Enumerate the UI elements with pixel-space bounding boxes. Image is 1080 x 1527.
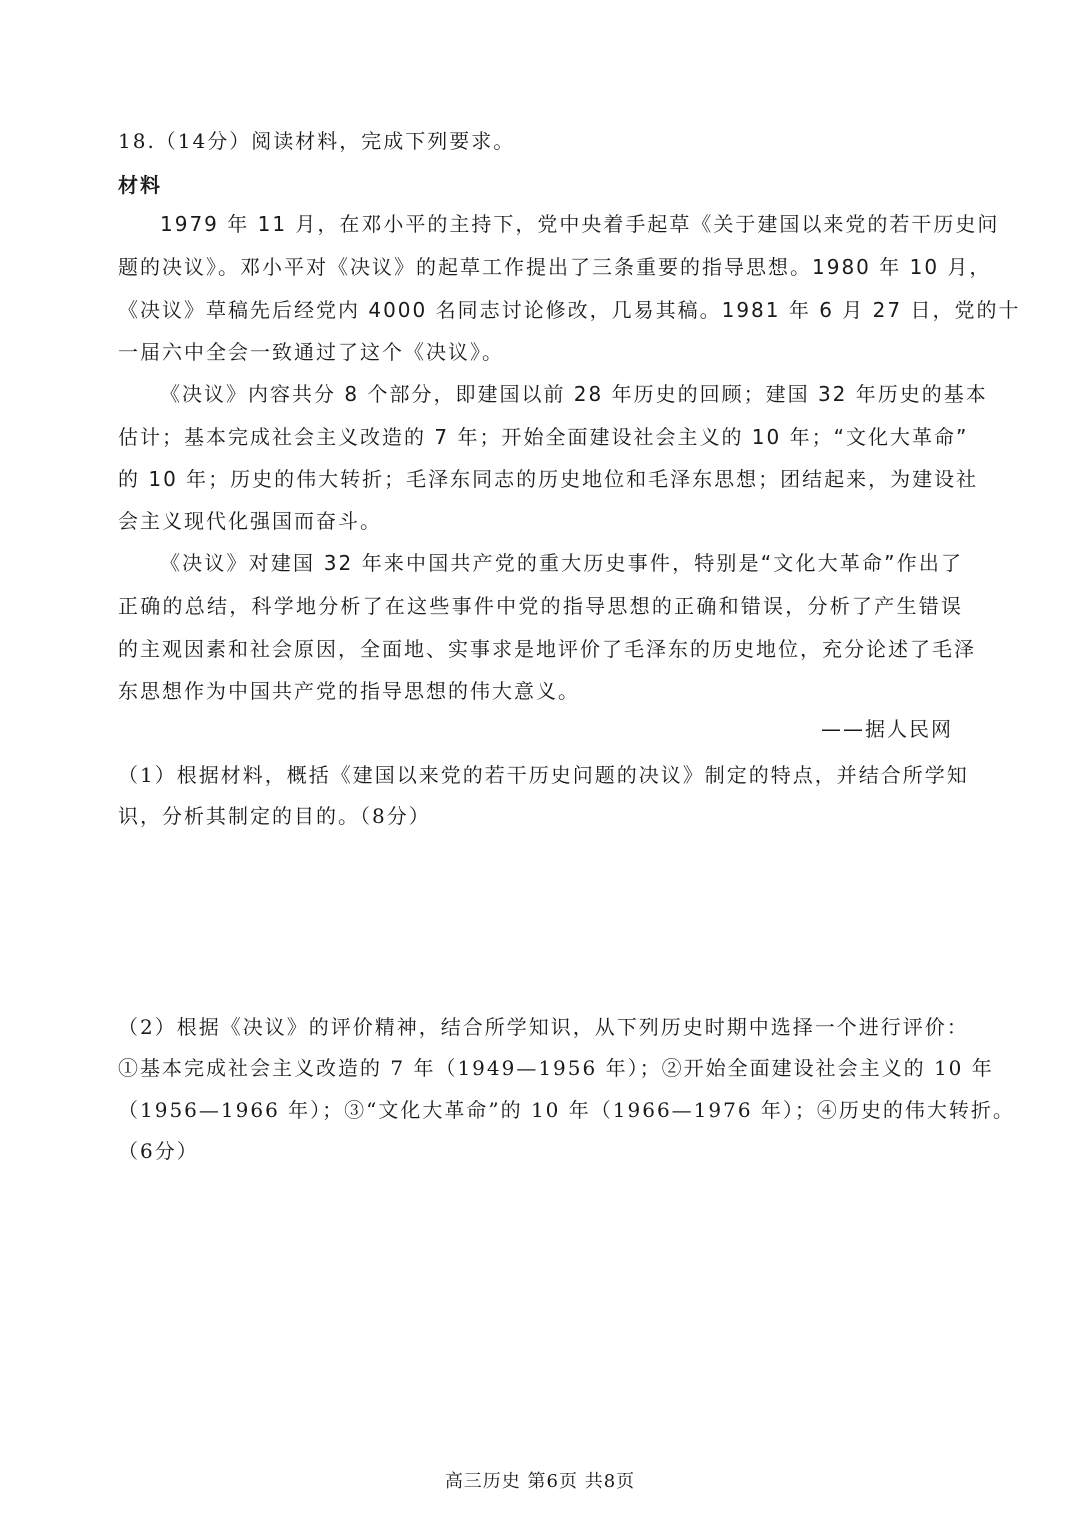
subquestion1-line2: 识，分析其制定的目的。（8分） <box>118 804 431 828</box>
subquestion2-line3: （1956—1966 年）；③“文化大革命”的 10 年（1966—1976 年）；④历史的伟大转折。 <box>118 1098 1015 1122</box>
subquestion2-line4: （6分） <box>118 1139 199 1163</box>
material-p1-line3: 《决议》草稿先后经党内 4000 名同志讨论修改，几易其稿。1981 年 6 月 27 日，党的十 <box>118 298 1021 322</box>
material-p3-line3: 的主观因素和社会原因，全面地、实事求是地评价了毛泽东的历史地位，充分论述了毛泽 <box>118 637 976 661</box>
subquestion2-line2: ①基本完成社会主义改造的 7 年（1949—1956 年）；②开始全面建设社会主义的 10 年 <box>118 1056 994 1080</box>
material-p1-line2: 题的决议》。邓小平对《决议》的起草工作提出了三条重要的指导思想。1980 年 10 月， <box>118 255 992 279</box>
material-p3-line1: 《决议》对建国 32 年来中国共产党的重大历史事件，特别是“文化大革命”作出了 <box>160 551 963 575</box>
material-p1-line4: 一届六中全会一致通过了这个《决议》。 <box>118 340 504 364</box>
material-p2-line2: 估计；基本完成社会主义改造的 7 年；开始全面建设社会主义的 10 年；“文化大革命” <box>118 425 969 449</box>
material-p1-line1: 1979 年 11 月，在邓小平的主持下，党中央着手起草《关于建国以来党的若干历史问 <box>160 212 1000 236</box>
material-p2-line4: 会主义现代化强国而奋斗。 <box>118 509 382 533</box>
material-p2-line1: 《决议》内容共分 8 个部分，即建国以前 28 年历史的回顾；建国 32 年历史的基本 <box>160 382 988 406</box>
source-attribution: ——据人民网 <box>821 717 953 741</box>
material-p2-line3: 的 10 年；历史的伟大转折；毛泽东同志的历史地位和毛泽东思想；团结起来，为建设社 <box>118 467 979 491</box>
subquestion1-line1: （1）根据材料，概括《建国以来党的若干历史问题的决议》制定的特点，并结合所学知 <box>118 763 969 787</box>
question-header: 18.（14分）阅读材料，完成下列要求。 <box>118 129 516 153</box>
material-label: 材料 <box>118 173 162 197</box>
material-p3-line2: 正确的总结，科学地分析了在这些事件中党的指导思想的正确和错误，分析了产生错误 <box>118 594 963 618</box>
subquestion2-line1: （2）根据《决议》的评价精神，结合所学知识，从下列历史时期中选择一个进行评价： <box>118 1015 969 1039</box>
material-p3-line4: 东思想作为中国共产党的指导思想的伟大意义。 <box>118 679 580 703</box>
page-footer: 高三历史 第6页 共8页 <box>444 1471 636 1492</box>
